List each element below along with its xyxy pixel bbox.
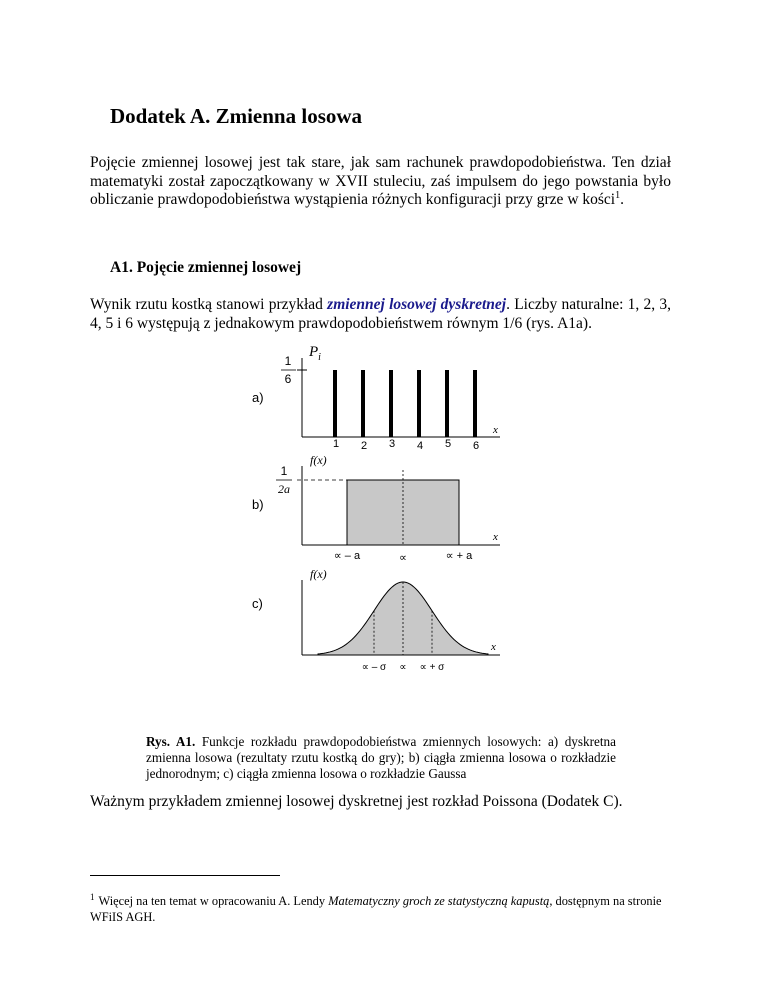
panel-a-xtick-2: 2 [360,440,368,452]
panel-a-xtick-6: 6 [472,440,480,452]
footnote-text-after: , dostępnym na stronie WFiIS AGH. [90,894,662,925]
panel-c-label: c) [252,596,263,611]
panel-a [252,344,500,452]
panel-a-xlabel: x [493,424,498,436]
panel-a-xticks [333,438,479,452]
closing-paragraph: Ważnym przykładem zmiennej losowej dyskretnej jest rozkład Poissona (Dodatek C). [90,793,623,810]
caption-text: Funkcje rozkładu prawdopodobieństwa zmiennych losowych: a) dyskretna zmienna losowa (rezultaty rzutu kostką do gry); b) ciągła zmienna losowa o rozkładzie jednorodnym; c) ciągła zmienna losowa o rozkładzie Gaussa [146,734,616,782]
panel-a-label: a) [252,390,264,405]
intro-text: Pojęcie zmiennej losowej jest tak stare, jak sam rachunek prawdopodobieństwa. Ten dział matematyki został zapoczątkowany w XVII stuleciu, zaś impulsem do jego powstania było obliczanie prawdopodobieństwa wystąpienia różnych konfiguracji przy grze w kości [90,154,671,208]
section-heading: A1. Pojęcie zmiennej losowej [110,259,302,276]
panel-b-ytick-den: 2a [278,482,290,496]
caption-label: Rys. A1. [146,734,196,750]
panel-b [252,453,500,564]
footnote-title: Matematyczny groch ze statystyczną kapustą [328,894,550,909]
panel-b-xtick-right: ∝ + a [445,550,473,562]
panel-a-xtick-5: 5 [444,438,452,450]
section-paragraph [90,296,671,333]
panel-a-xtick-3: 3 [388,438,396,450]
panel-b-xlabel: x [493,531,498,543]
figure-caption [146,734,616,782]
panel-c-xtick-mid: ∝ [399,662,407,673]
footnote [90,893,690,925]
panel-b-ylabel: f(x) [310,453,327,467]
panel-b-label: b) [252,497,264,512]
panel-c-xtick-right: ∝ + σ [419,662,445,673]
section-text-before: Wynik rzutu kostką stanowi przykład [90,296,328,313]
figure-a1 [0,340,768,710]
panel-a-bars [335,370,475,437]
panel-c-ylabel: f(x) [310,567,327,581]
panel-b-xtick-mid: ∝ [399,552,407,564]
highlighted-term: zmiennej losowej dyskretnej [327,296,507,313]
panel-a-xtick-1: 1 [332,438,340,450]
section-text-after: . Liczby naturalne: 1, 2, 3, 4, 5 i 6 występują z jednakowym prawdopodobieństwem równym 1/6 (rys. A1a). [90,296,671,332]
panel-c-xtick-left: ∝ – σ [361,662,387,673]
panel-a-xtick-4: 4 [416,440,424,452]
panel-a-ytick-den: 6 [284,372,292,386]
panel-c [252,567,500,673]
panel-c-xlabel: x [491,641,496,653]
footnote-text-before: Więcej na ten temat w opracowaniu A. Lendy [98,894,329,909]
footnote-number: 1 [90,892,95,903]
page-title: Dodatek A. Zmienna losowa [110,104,363,128]
footnote-separator [90,875,280,876]
panel-a-ylabel: $P_i$ [309,344,321,363]
panel-a-ytick-num: 1 [284,354,292,368]
intro-paragraph [90,154,671,210]
footnote-ref[interactable]: 1 [615,189,621,201]
intro-end: . [620,191,624,208]
panel-b-ytick-num: 1 [280,464,288,478]
panel-b-xtick-left: ∝ – a [333,550,361,562]
